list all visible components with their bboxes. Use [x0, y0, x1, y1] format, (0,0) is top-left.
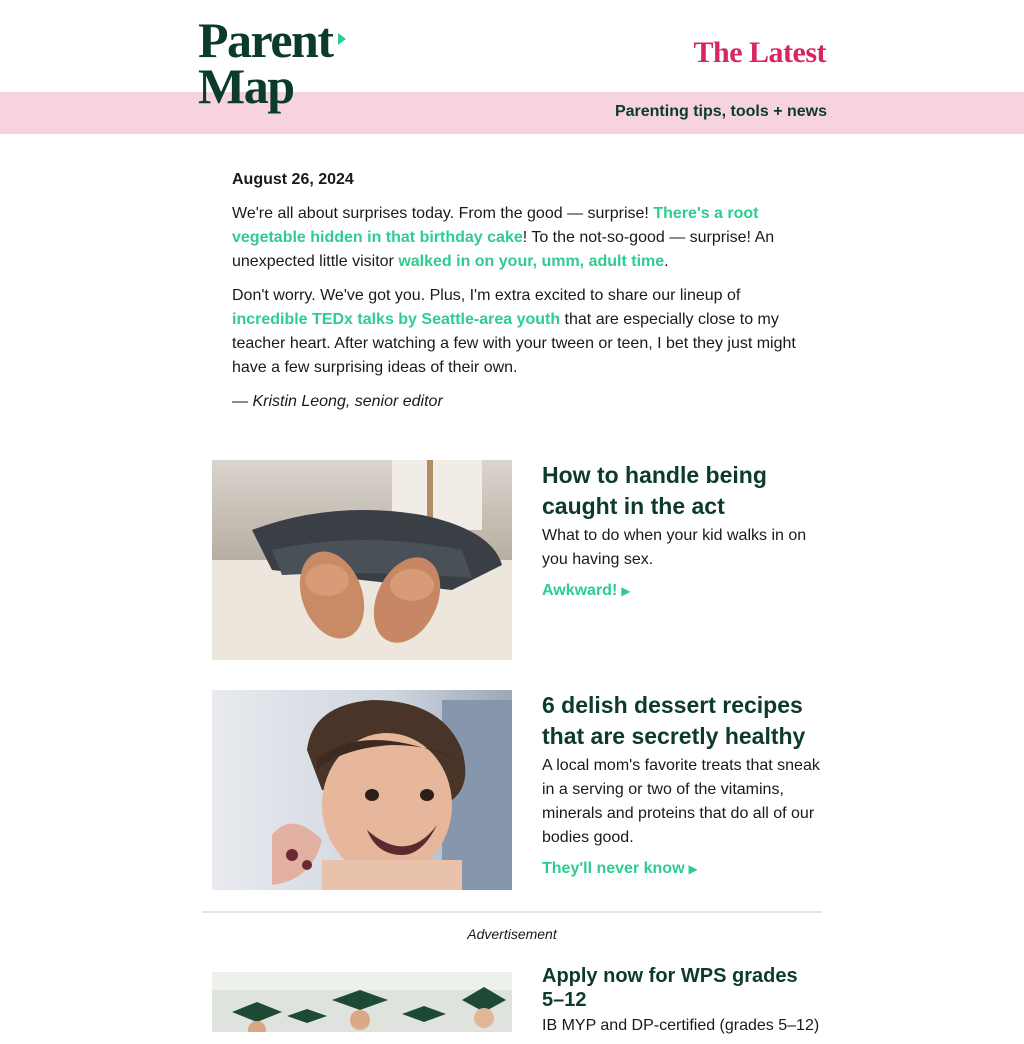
- advertisement-description: IB MYP and DP-certified (grades 5–12): [542, 1017, 820, 1034]
- tagline-band: [0, 92, 1024, 134]
- logo-word-parent: Parent: [198, 12, 333, 68]
- editor-signature: — Kristin Leong, senior editor: [232, 393, 443, 410]
- article-1-text: [542, 460, 824, 600]
- advertisement-text: [542, 964, 824, 1038]
- advertisement-image[interactable]: [212, 972, 512, 1032]
- tedx-talks-link[interactable]: incredible TEDx talks by Seattle-area youth: [232, 311, 561, 328]
- article-card: [212, 690, 824, 890]
- section-title: The Latest: [693, 36, 826, 69]
- article-2-text: [542, 690, 824, 878]
- advertisement-label: Advertisement: [467, 926, 557, 942]
- play-arrow-icon: ▶: [688, 862, 698, 876]
- advertisement-card: [212, 964, 824, 1044]
- adult-time-link[interactable]: walked in on your, umm, adult time: [398, 253, 665, 270]
- article-1-image[interactable]: [212, 460, 512, 660]
- intro-text: We're all about surprises today. From the good — surprise!: [232, 205, 654, 222]
- article-title[interactable]: 6 delish dessert recipes that are secretly healthy: [542, 692, 806, 749]
- advertisement-title[interactable]: Apply now for WPS grades 5–12: [542, 965, 798, 1011]
- article-description: A local mom's favorite treats that sneak in a serving or two of the vitamins, minerals and proteins that do all of our bodies good.: [542, 757, 820, 846]
- article-cta-link[interactable]: [542, 582, 631, 600]
- intro-text: ! To the not-so-good — surprise! An unexpected little visitor: [232, 229, 775, 270]
- intro-text: .: [664, 253, 669, 270]
- article-cta-link[interactable]: [542, 860, 698, 878]
- article-card: [212, 460, 824, 660]
- play-triangle-icon: [338, 33, 346, 45]
- cta-label: They'll never know: [542, 860, 685, 877]
- tagline: Parenting tips, tools + news: [614, 103, 827, 120]
- cta-label: Awkward!: [542, 582, 618, 599]
- logo-word-map: Map: [198, 58, 294, 114]
- article-title[interactable]: How to handle being caught in the act: [542, 462, 767, 519]
- issue-date: August 26, 2024: [232, 171, 354, 188]
- editor-letter: [232, 168, 802, 424]
- parentmap-logo[interactable]: [198, 12, 358, 122]
- intro-paragraph-2: [232, 284, 802, 380]
- section-divider: [202, 911, 822, 913]
- article-description: What to do when your kid walks in on you having sex.: [542, 527, 807, 568]
- intro-text: Don't worry. We've got you. Plus, I'm extra excited to share our lineup of: [232, 287, 741, 304]
- birthday-cake-link[interactable]: There's a root vegetable hidden in that birthday cake: [232, 205, 759, 246]
- article-2-image[interactable]: [212, 690, 512, 890]
- intro-text: that are especially close to my teacher heart. After watching a few with your tween or teen, I bet they just might have a few surprising ideas of their own.: [232, 311, 796, 376]
- intro-paragraph-1: [232, 202, 802, 274]
- play-arrow-icon: ▶: [621, 584, 631, 598]
